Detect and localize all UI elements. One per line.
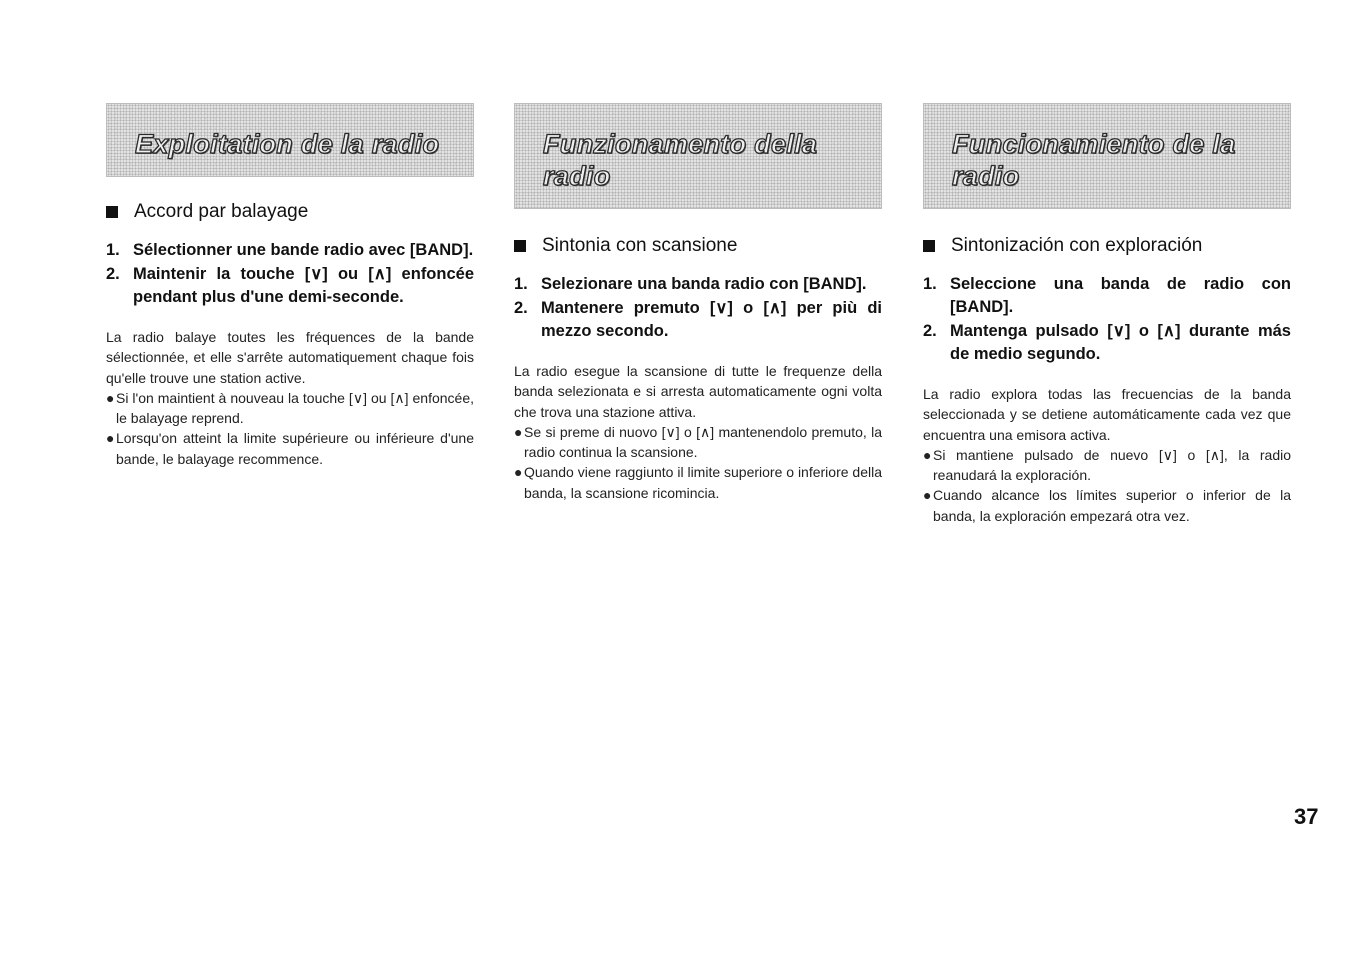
- step-text: Mantenere premuto [∨] o [∧] per più di mezzo secondo.: [541, 299, 882, 340]
- banner-title: Funzionamento della radio: [543, 129, 818, 191]
- body-text: [106, 327, 474, 469]
- bullet-dot-icon: ●: [514, 464, 523, 481]
- bullet-text: Se si preme di nuovo [∨] o [∧] mantenendolo premuto, la radio continua la scansione.: [524, 423, 882, 461]
- square-bullet-icon: [106, 206, 118, 218]
- steps-list: [923, 273, 1291, 366]
- step-number: 2.: [923, 322, 937, 340]
- step-item: [106, 239, 474, 262]
- bullet-text: Quando viene raggiunto il limite superiore o inferiore della banda, la scansione ricomincia.: [524, 464, 882, 501]
- step-text: Sélectionner une bande radio avec [BAND].: [133, 241, 474, 259]
- bullet-dot-icon: ●: [923, 487, 932, 504]
- bullet-dot-icon: ●: [923, 446, 932, 463]
- steps-list: [106, 239, 474, 309]
- bullet-text: Cuando alcance los límites superior o inferior de la banda, la exploración empezará otra vez.: [933, 487, 1291, 524]
- body-text: [923, 384, 1291, 526]
- step-item: [514, 273, 882, 296]
- step-item: [106, 263, 474, 309]
- body-paragraph: La radio esegue la scansione di tutte le frequenze della banda selezionata e si arresta automaticamente ogni volta che trova una stazione attiva.: [514, 363, 882, 420]
- step-text: Mantenga pulsado [∨] o [∧] durante más de medio segundo.: [950, 322, 1291, 363]
- step-item: [923, 320, 1291, 366]
- section-title: Accord par balayage: [134, 201, 309, 222]
- step-number: 1.: [106, 241, 120, 259]
- section-heading: [923, 235, 1291, 257]
- bullet-text: Si mantiene pulsado de nuevo [∨] o [∧], la radio reanudará la exploración.: [933, 446, 1291, 484]
- bullet-dot-icon: ●: [514, 423, 523, 440]
- step-number: 1.: [514, 275, 528, 293]
- column-french: [106, 103, 474, 469]
- body-paragraph: La radio explora todas las frecuencias de la banda seleccionada y se detiene automáticamente cada vez que encuentra una emisora activa.: [923, 386, 1291, 443]
- section-banner: [923, 103, 1291, 209]
- section-banner: [106, 103, 474, 177]
- step-text: Selezionare una banda radio con [BAND].: [541, 275, 867, 293]
- bullet-item: [106, 428, 474, 469]
- bullet-item: [106, 388, 474, 429]
- step-number: 2.: [106, 265, 120, 283]
- bullet-item: [514, 462, 882, 503]
- step-text: Maintenir la touche [∨] ou [∧] enfoncée pendant plus d'une demi-seconde.: [133, 265, 474, 306]
- section-title: Sintonización con exploración: [951, 235, 1203, 256]
- page-number: 37: [1294, 804, 1319, 829]
- step-text: Seleccione una banda de radio con [BAND].: [950, 275, 1291, 316]
- bullet-item: [923, 485, 1291, 526]
- bullet-item: [514, 422, 882, 463]
- square-bullet-icon: [923, 240, 935, 252]
- step-item: [923, 273, 1291, 319]
- section-banner: [514, 103, 882, 209]
- step-number: 1.: [923, 275, 937, 293]
- step-number: 2.: [514, 299, 528, 317]
- bullet-text: Lorsqu'on atteint la limite supérieure ou inférieure d'une bande, le balayage recommence.: [116, 430, 474, 467]
- body-text: [514, 361, 882, 503]
- square-bullet-icon: [514, 240, 526, 252]
- section-heading: [514, 235, 882, 257]
- bullet-dot-icon: ●: [106, 430, 115, 447]
- bullet-dot-icon: ●: [106, 389, 115, 406]
- column-italian: [514, 103, 882, 503]
- steps-list: [514, 273, 882, 343]
- section-title: Sintonia con scansione: [542, 235, 738, 256]
- column-spanish: [923, 103, 1291, 526]
- section-heading: [106, 201, 474, 223]
- step-item: [514, 297, 882, 343]
- body-paragraph: La radio balaye toutes les fréquences de la bande sélectionnée, et elle s'arrête automatiquement chaque fois qu'elle trouve une station active.: [106, 329, 474, 386]
- bullet-text: Si l'on maintient à nouveau la touche [∨] ou [∧] enfoncée, le balayage reprend.: [116, 389, 474, 427]
- bullet-item: [923, 445, 1291, 486]
- banner-title: Funcionamiento de la radio: [952, 129, 1236, 191]
- banner-title: Exploitation de la radio: [135, 129, 440, 159]
